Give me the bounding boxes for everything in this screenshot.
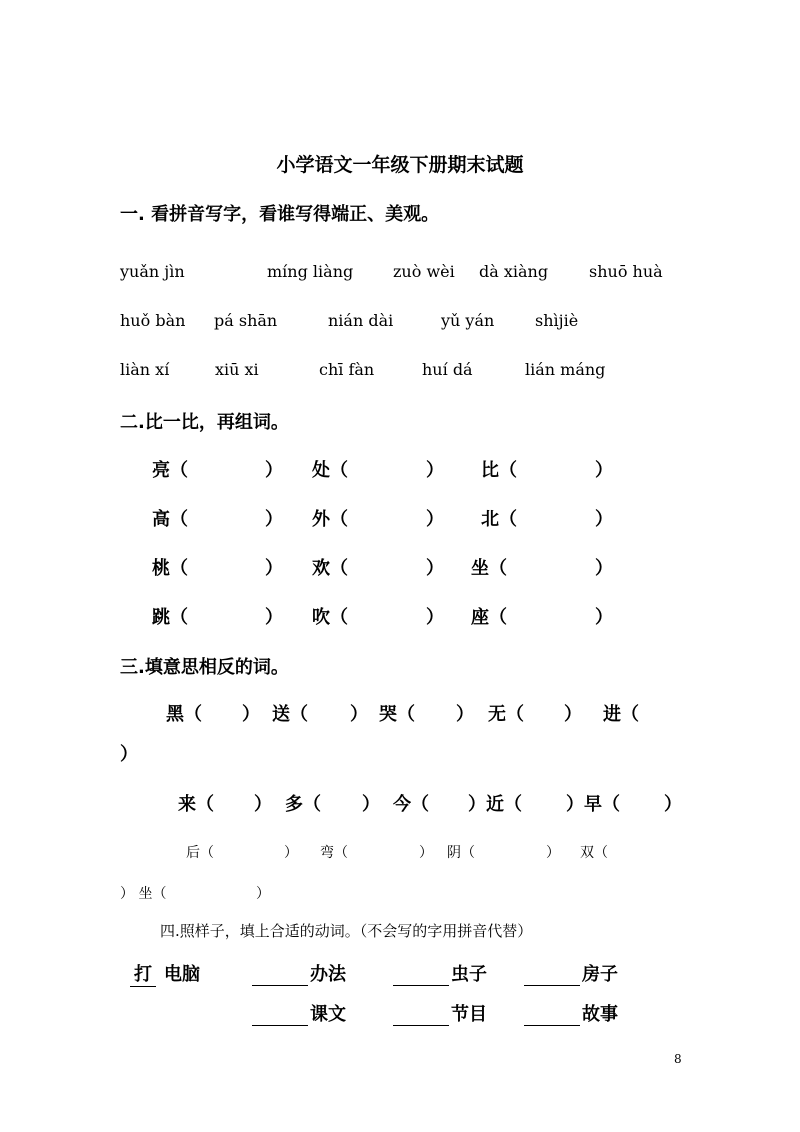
verb-object: 故事 (582, 1004, 618, 1025)
antonym-char: 送（ (272, 704, 308, 725)
compare-char: 外（ (312, 509, 348, 530)
compare-close: ） (426, 558, 444, 579)
pinyin-item: nián dài (328, 311, 394, 330)
compare-char: 桃（ (152, 558, 188, 579)
section-2-heading: 二.比一比，再组词。 (120, 412, 289, 433)
compare-close: ） (595, 607, 613, 628)
compare-close: ） (595, 509, 613, 530)
antonym-char: ）早（ (566, 794, 620, 815)
antonym-char: 阴（ (447, 845, 475, 861)
verb-blank[interactable] (393, 967, 449, 986)
antonym-close: ） (546, 845, 560, 861)
antonym-close: ） (256, 886, 270, 902)
antonym-char: 双（ (580, 845, 608, 861)
section-1-heading: 一. 看拼音写字，看谁写得端正、美观。 (120, 204, 440, 225)
antonym-char: 多（ (285, 794, 321, 815)
pinyin-item: shuō huà (589, 262, 663, 281)
verb-object: 办法 (310, 964, 346, 985)
compare-char: 跳（ (152, 607, 188, 628)
compare-char: 北（ (481, 509, 517, 530)
verb-blank[interactable] (524, 1007, 580, 1026)
verb-row-item (524, 1000, 618, 1026)
compare-char: 吹（ (312, 607, 348, 628)
compare-char: 坐（ (471, 558, 507, 579)
verb-object: 课文 (310, 1004, 346, 1025)
pinyin-item: shìjiè (535, 311, 579, 330)
compare-char: 欢（ (312, 558, 348, 579)
compare-close: ） (426, 460, 444, 481)
antonym-close: ） (419, 845, 433, 861)
pinyin-item: lián máng (525, 360, 606, 379)
compare-close: ） (265, 460, 283, 481)
pinyin-item: zuò wèi (393, 262, 455, 281)
antonym-close: ） (362, 794, 380, 815)
antonym-char: 弯（ (320, 845, 348, 861)
antonym-close: ） (350, 704, 368, 725)
compare-close: ） (426, 509, 444, 530)
antonym-close: ） (120, 744, 138, 765)
verb-row-item (252, 960, 346, 986)
compare-close: ） (426, 607, 444, 628)
verb-blank[interactable] (252, 1007, 308, 1026)
verb-object: 房子 (582, 964, 618, 985)
antonym-char: 无（ (488, 704, 524, 725)
compare-char: 亮（ (152, 460, 188, 481)
pinyin-item: xiū xi (215, 360, 259, 379)
compare-close: ） (265, 509, 283, 530)
compare-close: ） (595, 460, 613, 481)
antonym-char: 哭（ (379, 704, 415, 725)
example-answer: 打 (130, 960, 156, 987)
compare-char: 比（ (481, 460, 517, 481)
antonym-char: 来（ (178, 794, 214, 815)
compare-char: 高（ (152, 509, 188, 530)
page-number: 8 (674, 1052, 682, 1066)
pinyin-item: pá shān (214, 311, 278, 330)
compare-char: 座（ (471, 607, 507, 628)
verb-blank[interactable] (252, 967, 308, 986)
antonym-char: 后（ (186, 845, 214, 861)
antonym-close: ） (564, 704, 582, 725)
antonym-close: ） (664, 794, 682, 815)
verb-row-item (524, 960, 618, 986)
verb-blank[interactable] (393, 1007, 449, 1026)
pinyin-item: chī fàn (319, 360, 375, 379)
antonym-char: 进（ (603, 704, 639, 725)
verb-row-item (252, 1000, 346, 1026)
verb-row-item (393, 960, 487, 986)
verb-object: 节目 (451, 1004, 487, 1025)
verb-blank[interactable] (524, 967, 580, 986)
pinyin-item: huǒ bàn (120, 311, 186, 330)
verb-object: 虫子 (451, 964, 487, 985)
antonym-close: ） (456, 704, 474, 725)
antonym-char: 黑（ (166, 704, 202, 725)
pinyin-item: yuǎn jìn (120, 262, 185, 281)
verb-object: 电脑 (164, 964, 200, 985)
verb-example-row (130, 960, 200, 987)
verb-row-item (393, 1000, 487, 1026)
pinyin-item: míng liàng (267, 262, 354, 281)
section-4-heading: 四.照样子，填上合适的动词。（不会写的字用拼音代替） (160, 922, 533, 940)
compare-close: ） (265, 607, 283, 628)
section-3-heading: 三.填意思相反的词。 (120, 657, 289, 678)
page-title: 小学语文一年级下册期末试题 (276, 154, 524, 176)
pinyin-item: yǔ yán (441, 311, 495, 330)
compare-close: ） (595, 558, 613, 579)
antonym-close: ） (284, 845, 298, 861)
antonym-char: 今（ (393, 794, 429, 815)
antonym-char: ） 坐（ (120, 886, 167, 902)
antonym-close: ） (254, 794, 272, 815)
pinyin-item: huí dá (422, 360, 473, 379)
pinyin-item: dà xiàng (479, 262, 549, 281)
compare-char: 处（ (312, 460, 348, 481)
antonym-char: ）近（ (468, 794, 522, 815)
compare-close: ） (265, 558, 283, 579)
antonym-close: ） (242, 704, 260, 725)
pinyin-item: liàn xí (120, 360, 170, 379)
